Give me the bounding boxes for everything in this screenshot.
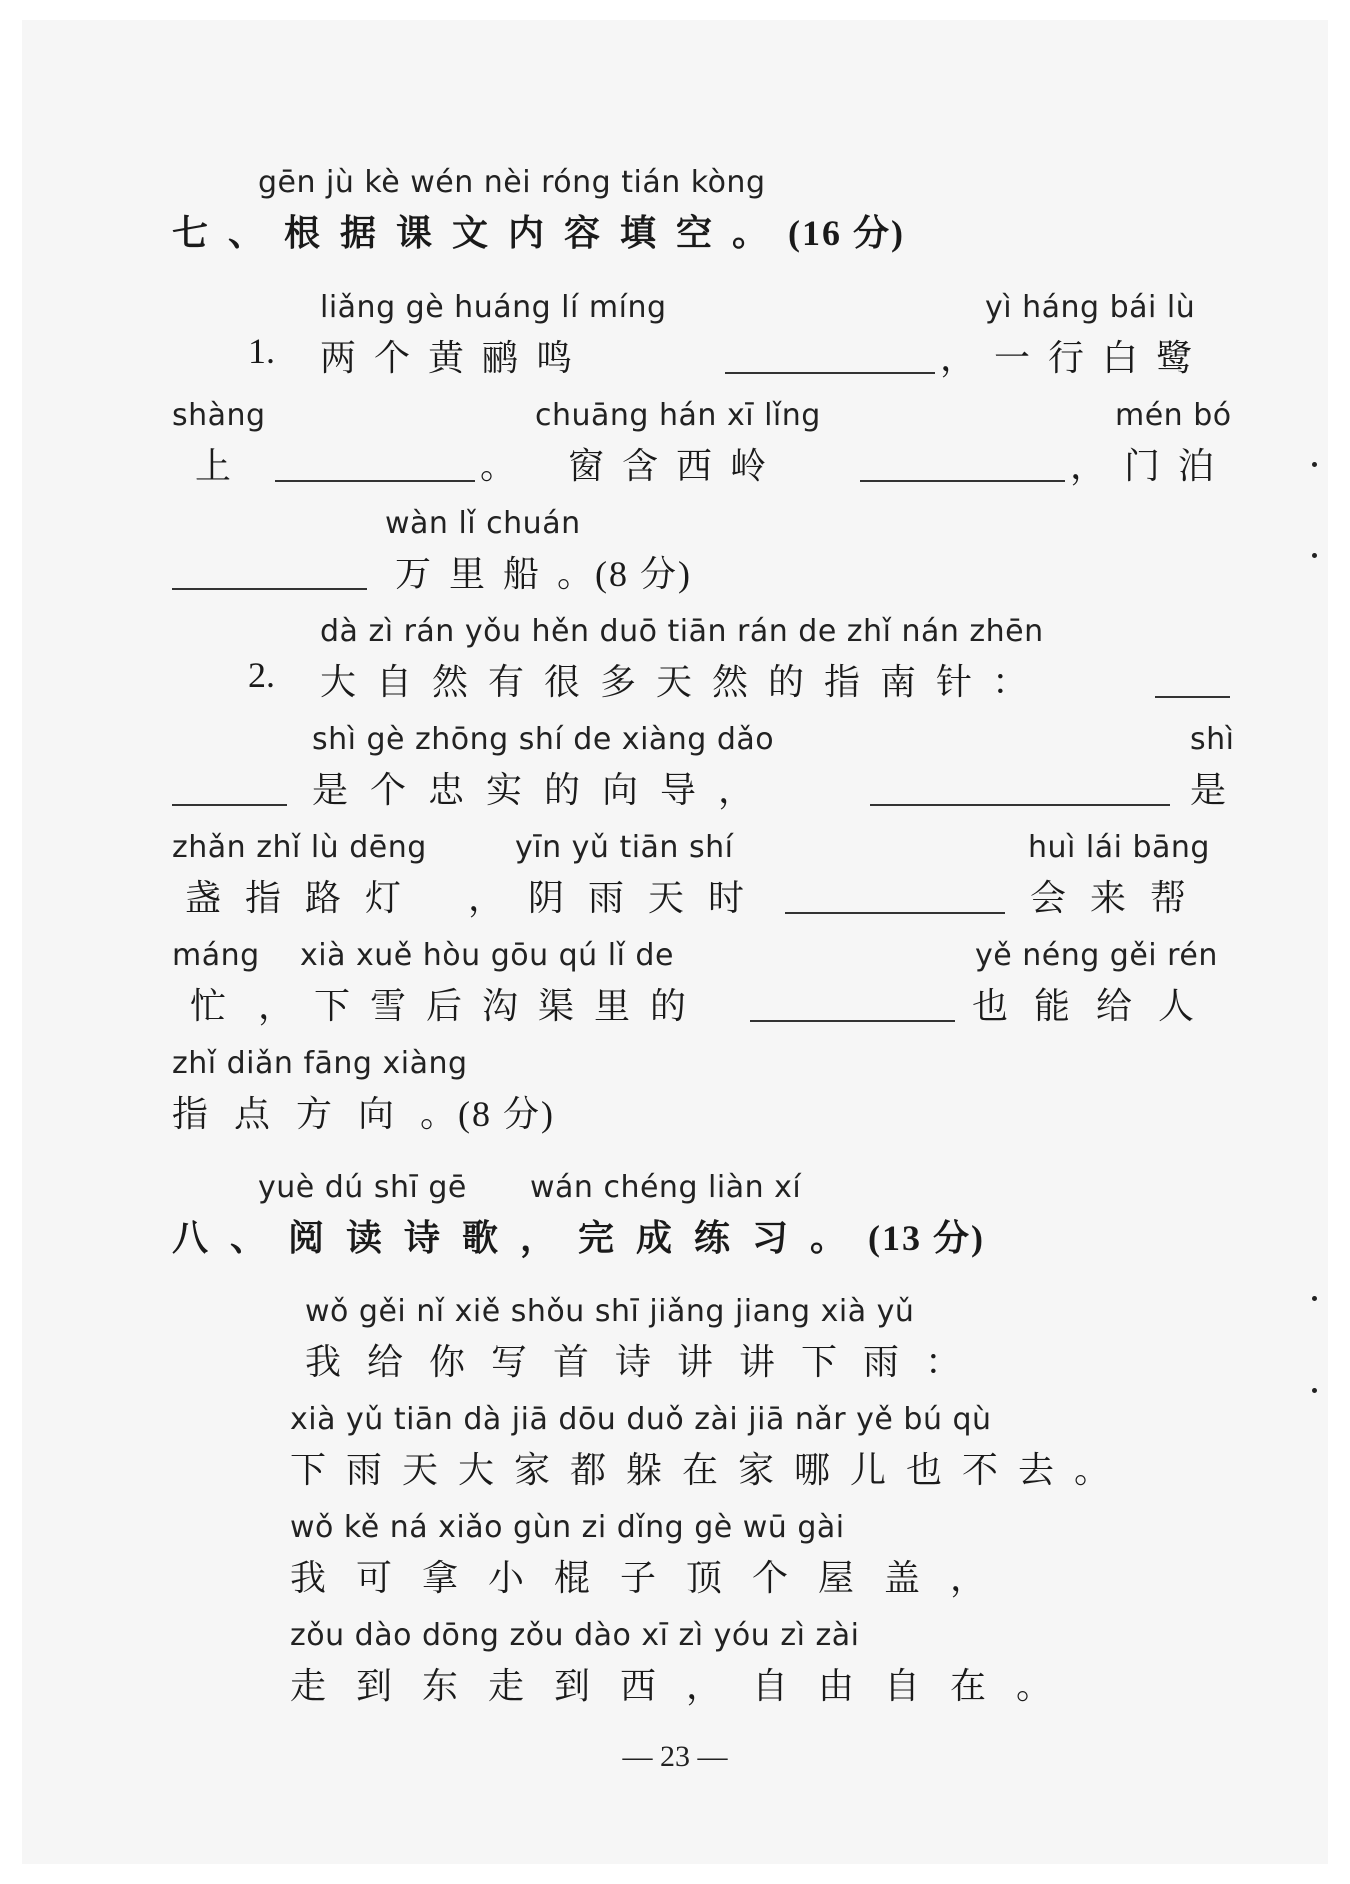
q2-line4-pinyin-b: xià xuě hòu gōu qú lǐ de [300,938,674,973]
q2-line3-text-a: 盏指路灯 [185,878,426,919]
q1-line3-pinyin: wàn lǐ chuán [385,506,581,541]
q1-line1-pinyin-b: yì háng bái lù [985,290,1196,325]
scan-dot [1312,1296,1317,1301]
q2-score: 。(8 分) [420,1094,555,1134]
scan-dot [1312,553,1317,558]
scan-dot [1312,1388,1317,1393]
q2-line3-pinyin-a: zhǎn zhǐ lù dēng [172,830,427,865]
q1-blank-1[interactable] [725,372,935,374]
q2-line1-text: 大自然有很多天然的指南针： [320,662,1049,703]
poem-line1-pinyin: wǒ gěi nǐ xiě shǒu shī jiǎng jiang xià yǔ [305,1294,915,1329]
q1-number: 1. [248,331,275,371]
section8-title-pinyin-b: wán chéng liàn xí [530,1170,802,1205]
q1-blank-4[interactable] [172,588,367,590]
section7-score: (16 分) [788,213,905,253]
q2-line3-pinyin-c: huì lái bāng [1028,830,1210,865]
poem-line4-pinyin: zǒu dào dōng zǒu dào xī zì yóu zì zài [290,1618,860,1653]
q1-blank-2[interactable] [275,480,475,482]
section7-title-text: 七、根据课文内容填空。 [172,212,789,254]
q2-line2-text-a: 是个忠实的向导， [312,770,777,811]
q2-blank-4[interactable] [750,1020,955,1022]
section7-title [172,205,905,256]
q2-line5-text [172,1086,555,1137]
poem-line2-text: 下雨天大家都躲在家哪儿也不去。 [290,1450,1131,1491]
section8-title [172,1210,985,1261]
q1-line1-text-a: 两个黄鹂鸣 [320,338,591,379]
q1-score: 。(8 分) [557,554,692,594]
q2-line2-pinyin-b: shì [1190,722,1235,757]
q2-blank-1a[interactable] [1155,696,1230,698]
q2-line3-pinyin-b: yīn yǔ tiān shí [515,830,734,865]
poem-line1-text: 我给你写首诗讲讲下雨： [305,1342,988,1383]
q2-line4-pinyin-c: yě néng gěi rén [975,938,1218,973]
q2-blank-2[interactable] [870,804,1170,806]
q1-line2-pinyin-c: chuāng hán xī lǐng [535,398,821,433]
q1-line2-text-a: 上 [195,446,250,487]
q1-line3-text [395,546,692,597]
q2-blank-1b[interactable] [172,804,287,806]
q2-line3-text-c: 会来帮 [1030,878,1211,919]
q2-line4-text-c: 也能给人 [972,986,1221,1027]
q2-line5-pinyin: zhǐ diǎn fāng xiàng [172,1046,468,1081]
scan-dot [1312,462,1317,467]
q1-line2-text-d: ，门泊 [1070,446,1233,487]
q1-line2-text-b: 。 [480,446,535,487]
q2-line5-chars: 指点方向 [172,1094,421,1135]
q1-line2-pinyin-d: mén bó [1115,398,1232,433]
page-number: — 23 — [622,1740,728,1773]
section8-title-text: 八、阅读诗歌，完成练习。 [172,1217,869,1259]
q2-line1-pinyin: dà zì rán yǒu hěn duō tiān rán de zhǐ nán zhēn [320,614,1044,649]
q1-line1-text-b: ，一行白鹭 [940,338,1211,379]
q2-line2-text-b: 是 [1190,770,1245,811]
section8-score: (13 分) [868,1218,985,1258]
q2-blank-3[interactable] [785,912,1005,914]
q2-line4-text-b: ，下雪后沟渠里的 [258,986,707,1027]
poem-line3-text: 我可拿小棍子顶个屋盖， [290,1558,1017,1599]
q2-line3-text-b: ，阴雨天时 [468,878,769,919]
q2-number: 2. [248,655,275,695]
section8-title-pinyin-a: yuè dú shī gē [258,1170,467,1205]
q1-line1-pinyin-a: liǎng gè huáng lí míng [320,290,667,325]
q1-line2-text-c: 窗含西岭 [568,446,785,487]
q1-line2-pinyin-a: shàng [172,398,266,433]
q2-line4-text-a: 忙 [190,986,245,1027]
section7-title-pinyin: gēn jù kè wén nèi róng tián kòng [258,165,766,200]
poem-line2-pinyin: xià yǔ tiān dà jiā dōu duǒ zài jiā nǎr yě bú qù [290,1402,992,1437]
q1-blank-3[interactable] [860,480,1065,482]
poem-line3-pinyin: wǒ kě ná xiǎo gùn zi dǐng gè wū gài [290,1510,845,1545]
q2-line2-pinyin-a: shì gè zhōng shí de xiàng dǎo [312,722,775,757]
q1-line3-chars: 万里船 [395,554,558,595]
poem-line4-text: 走到东走到西，自由自在。 [290,1666,1083,1707]
q2-line4-pinyin-a: máng [172,938,260,973]
